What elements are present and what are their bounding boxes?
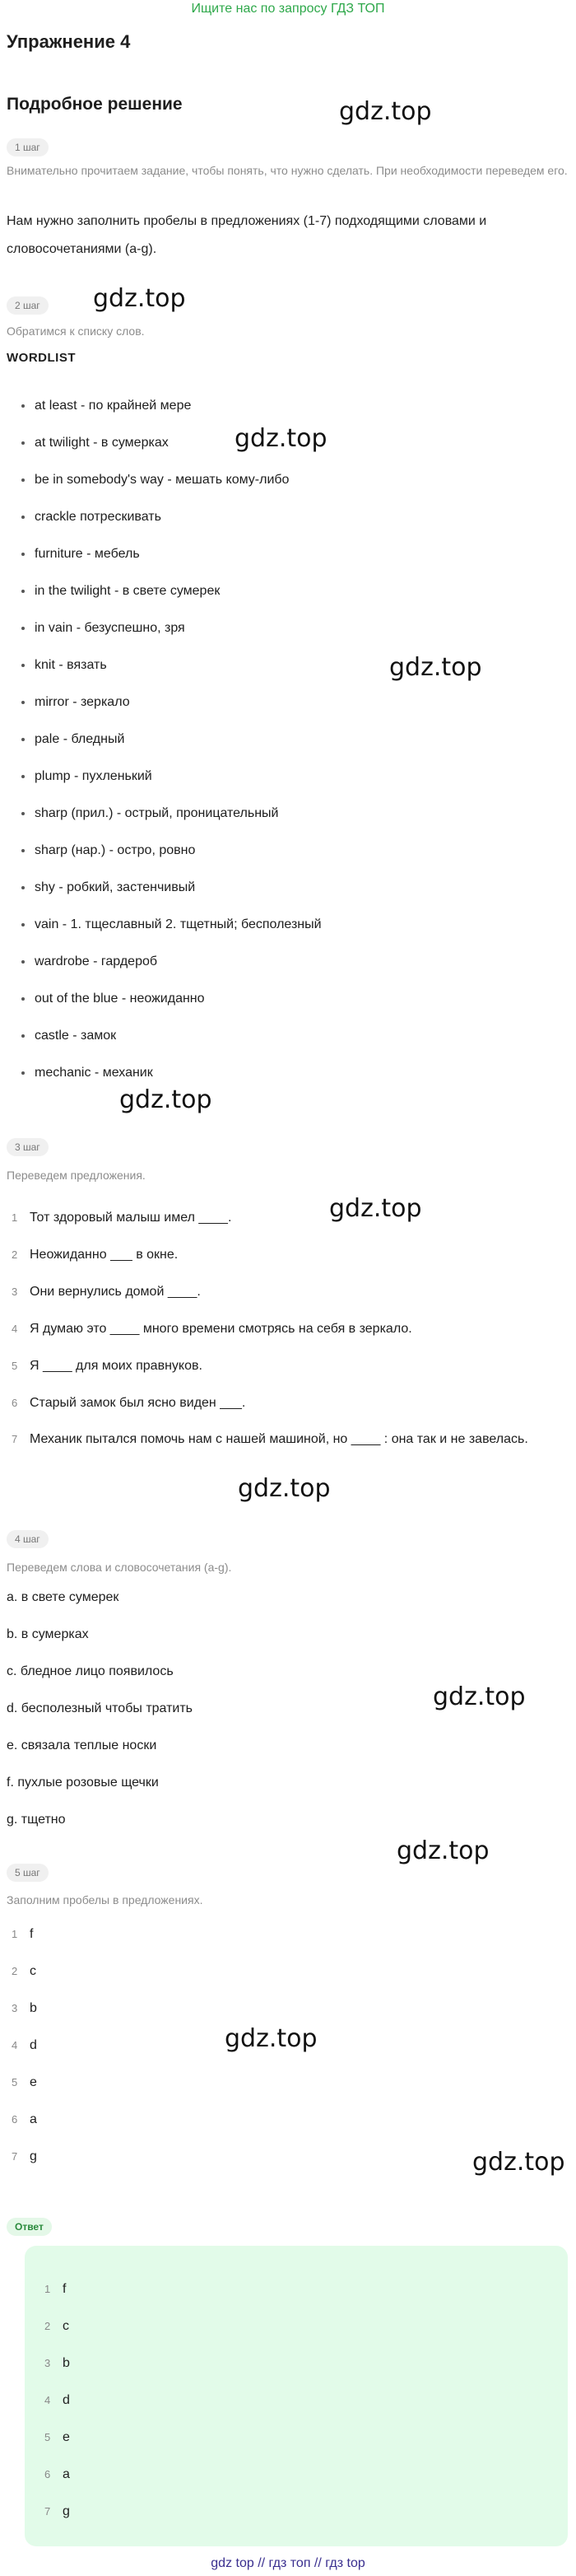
list-item: 3 b	[12, 2001, 37, 2015]
list-item: 4 d	[12, 2038, 37, 2052]
wordlist-heading: WORDLIST	[7, 351, 76, 365]
list-item: 5 Я ____ для моих правнуков.	[12, 1359, 202, 1373]
list-item: a. в свете сумерек	[7, 1590, 119, 1604]
list-item: 5 e	[44, 2430, 70, 2444]
list-item: crackle потрескивать	[0, 498, 576, 535]
list-item: knit - вязать	[0, 646, 576, 684]
list-item: e. связала теплые носки	[7, 1738, 157, 1752]
list-item: furniture - мебель	[0, 535, 576, 572]
sentence-list	[0, 1199, 560, 1454]
watermark: gdz.top	[339, 97, 432, 126]
step-hint: Переведем слова и словосочетания (a-g).	[7, 1561, 232, 1574]
list-item: 7 g	[44, 2504, 70, 2518]
exercise-title: Упражнение 4	[7, 31, 131, 52]
step-hint: Внимательно прочитаем задание, чтобы понять, что нужно сделать. При необходимости переведем его.	[7, 164, 568, 177]
list-item: 7 Механик пытался помочь нам с нашей машиной, но ____ : она так и не завелась.	[12, 1432, 528, 1446]
list-item: c. бледное лицо появилось	[7, 1664, 174, 1678]
watermark: gdz.top	[119, 1085, 212, 1114]
list-item: pale - бледный	[0, 721, 576, 758]
watermark: gdz.top	[225, 2024, 318, 2053]
list-item: sharp (прил.) - острый, проницательный	[0, 795, 576, 832]
list-item: 6 Старый замок был ясно виден ___.	[12, 1396, 246, 1410]
list-item: mechanic - механик	[0, 1054, 576, 1091]
list-item: at twilight - в сумерках	[0, 424, 576, 461]
list-item: castle - замок	[0, 1017, 576, 1054]
answer-badge: Ответ	[7, 2218, 52, 2236]
list-item: 2 Неожиданно ___ в окне.	[12, 1248, 179, 1262]
list-item: 3 b	[44, 2356, 70, 2370]
list-item: g. тщетно	[7, 1813, 66, 1827]
list-item: out of the blue - неожиданно	[0, 980, 576, 1017]
step-badge: 5 шаг	[7, 1864, 49, 1882]
watermark: gdz.top	[238, 1474, 331, 1503]
step-badge: 4 шаг	[7, 1530, 49, 1548]
list-item: in vain - безуспешно, зря	[0, 609, 576, 646]
step-badge: 2 шаг	[7, 296, 49, 315]
list-item: plump - пухленький	[0, 758, 576, 795]
list-item: sharp (нар.) - остро, ровно	[0, 832, 576, 869]
step-hint: Обратимся к списку слов.	[7, 324, 145, 338]
list-item: vain - 1. тщеславный 2. тщетный; бесполезный	[0, 906, 576, 943]
list-item: d. бесполезный чтобы тратить	[7, 1701, 193, 1715]
list-item: 6 a	[44, 2467, 70, 2481]
list-item: f. пухлые розовые щечки	[7, 1776, 159, 1790]
list-item: 7 g	[12, 2149, 37, 2163]
watermark: gdz.top	[93, 284, 186, 313]
step-badge: 1 шаг	[7, 138, 49, 156]
list-item: 4 d	[44, 2393, 70, 2407]
list-item: 1 f	[44, 2282, 67, 2296]
list-item: in the twilight - в свете сумерек	[0, 572, 576, 609]
list-item: 5 e	[12, 2075, 37, 2089]
list-item: 1 f	[12, 1927, 34, 1941]
list-item: b. в сумерках	[7, 1627, 89, 1641]
search-banner[interactable]: Ищите нас по запросу ГДЗ ТОП	[191, 2, 385, 16]
phrase-list	[7, 1579, 566, 1838]
footer-links[interactable]: gdz top // гдз топ // гдз top	[211, 2556, 365, 2570]
task-description: Нам нужно заполнить пробелы в предложениях (1-7) подходящими словами и словосочетаниями (a-g).	[7, 214, 487, 256]
step-badge: 3 шаг	[7, 1138, 49, 1156]
watermark: gdz.top	[235, 424, 327, 453]
list-item: be in somebody's way - мешать кому-либо	[0, 461, 576, 498]
list-item: 3 Они вернулись домой ____.	[12, 1285, 201, 1299]
list-item: at least - по крайней мере	[0, 387, 576, 424]
list-item: shy - робкий, застенчивый	[0, 869, 576, 906]
list-item: wardrobe - гардероб	[0, 943, 576, 980]
step-hint: Переведем предложения.	[7, 1169, 146, 1182]
list-item: 1 Тот здоровый малыш имел ____.	[12, 1211, 232, 1225]
watermark: gdz.top	[389, 653, 482, 682]
answer-list	[25, 2270, 551, 2530]
fill-list	[0, 1916, 560, 2175]
solution-title: Подробное решение	[7, 95, 183, 114]
watermark: gdz.top	[397, 1836, 490, 1865]
watermark: gdz.top	[433, 1682, 526, 1711]
watermark: gdz.top	[329, 1194, 422, 1223]
list-item: 2 c	[12, 1964, 36, 1978]
list-item: 4 Я думаю это ____ много времени смотрясь на себя в зеркало.	[12, 1322, 412, 1336]
wordlist	[0, 387, 576, 1091]
step-hint: Заполним пробелы в предложениях.	[7, 1893, 203, 1906]
watermark: gdz.top	[472, 2148, 565, 2177]
list-item: 2 c	[44, 2319, 69, 2333]
list-item: 6 a	[12, 2112, 37, 2126]
list-item: mirror - зеркало	[0, 684, 576, 721]
